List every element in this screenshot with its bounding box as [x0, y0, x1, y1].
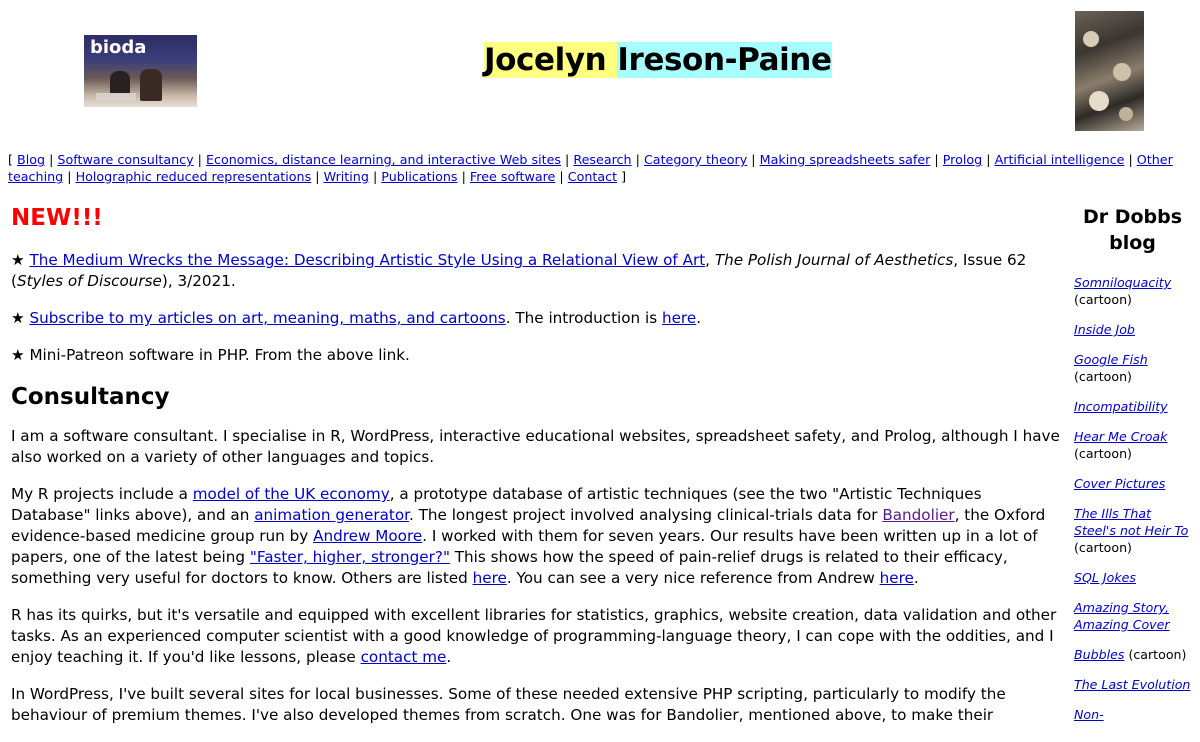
paragraph-text: . You can see a very nice reference from Andrew — [506, 569, 880, 587]
news-item — [11, 345, 1061, 366]
introduction-link[interactable]: here — [661, 309, 697, 327]
nav-link-free-software[interactable]: Free software — [469, 169, 556, 184]
papers-list-link[interactable]: here — [472, 569, 507, 587]
main-content — [11, 202, 1061, 742]
nav-link-hrr[interactable]: Holographic reduced representations — [75, 169, 312, 184]
blog-post-link[interactable]: SQL Jokes — [1074, 570, 1136, 585]
sidebar-item — [1074, 676, 1195, 693]
cartoon-note: (cartoon) — [1074, 446, 1132, 461]
photo-person — [1083, 31, 1099, 47]
star-icon: ★ — [11, 251, 25, 269]
nav-close-bracket: ] — [621, 169, 627, 184]
animation-generator-link[interactable]: animation generator — [254, 506, 409, 524]
photo-person — [1119, 107, 1133, 121]
nav-separator: | — [49, 152, 54, 167]
sidebar-item — [1074, 351, 1195, 385]
news-text: . — [696, 309, 702, 327]
photo-table — [96, 93, 136, 103]
paragraph-text: My R projects include a — [11, 485, 193, 503]
news-text: . The introduction is — [505, 309, 662, 327]
paragraph-text: This shows how the speed of pain-relief drugs is related to their efficacy, something very useful for doctors to know. Others are listed — [11, 548, 1008, 587]
photo-person — [1089, 91, 1109, 111]
sidebar-item — [1074, 599, 1195, 633]
paragraph-text: . — [446, 648, 452, 666]
blog-post-link[interactable]: Google Fish — [1074, 352, 1148, 367]
paragraph-text: , the Oxford evidence-based medicine group run by — [11, 506, 1046, 545]
cartoon-note: (cartoon) — [1074, 369, 1132, 384]
nav-separator: | — [559, 169, 564, 184]
sidebar-dr-dobbs — [1070, 204, 1195, 736]
star-icon: ★ — [11, 346, 25, 364]
blog-post-link[interactable]: Inside Job — [1074, 322, 1135, 337]
news-text: Mini-Patreon software in PHP. From the above link. — [29, 346, 410, 364]
blog-post-link[interactable]: The Ills That Steel's not Heir To — [1074, 506, 1189, 538]
news-item — [11, 250, 1061, 292]
sidebar-item — [1074, 706, 1195, 723]
nav-link-writing[interactable]: Writing — [323, 169, 369, 184]
blog-post-link[interactable]: Bubbles — [1074, 647, 1125, 662]
nav-link-spreadsheets[interactable]: Making spreadsheets safer — [759, 152, 931, 167]
header-photo-left — [84, 35, 197, 107]
journal-name: The Polish Journal of Aesthetics — [714, 251, 954, 269]
news-text: , Issue 62 ( — [11, 251, 1027, 290]
header-photo-right — [1075, 11, 1144, 131]
nav-link-publications[interactable]: Publications — [381, 169, 458, 184]
blog-post-link[interactable]: Non- — [1074, 707, 1104, 722]
blog-post-link[interactable]: Hear Me Croak — [1074, 429, 1168, 444]
nav-link-software-consultancy[interactable]: Software consultancy — [57, 152, 194, 167]
site-title-last-name: Ireson-Paine — [617, 42, 832, 78]
consultancy-heading: Consultancy — [11, 384, 170, 410]
nav-separator: | — [372, 169, 378, 184]
bandolier-link[interactable]: Bandolier — [882, 506, 955, 524]
paragraph-text: . I worked with them for seven years. Our results have been written up in a lot of papers, one of the latest being — [11, 527, 1038, 566]
nav-separator: | — [934, 152, 939, 167]
article-link-medium-wrecks[interactable]: The Medium Wrecks the Message: Describing Artistic Style Using a Relational View of Art — [29, 251, 706, 269]
nav-link-prolog[interactable]: Prolog — [942, 152, 983, 167]
cartoon-note: (cartoon) — [1074, 292, 1132, 307]
nav-separator: | — [461, 169, 466, 184]
new-heading: NEW!!! — [11, 205, 103, 231]
paragraph-text: . — [913, 569, 919, 587]
blog-post-link[interactable]: Incompatibility — [1074, 399, 1168, 414]
nav-link-contact[interactable]: Contact — [567, 169, 618, 184]
journal-series: Styles of Discourse — [16, 272, 162, 290]
nav-separator: | — [197, 152, 202, 167]
site-title-first-name: Jocelyn — [484, 42, 617, 78]
paragraph: I am a software consultant. I specialise in R, WordPress, interactive educational websites, spreadsheet safety, and Prolog, although I have also worked on a variety of other languages and topics. — [11, 427, 1060, 466]
reference-link[interactable]: here — [879, 569, 914, 587]
nav-link-category-theory[interactable]: Category theory — [643, 152, 748, 167]
sidebar-item — [1074, 569, 1195, 586]
andrew-moore-link[interactable]: Andrew Moore — [313, 527, 423, 545]
nav-separator: | — [986, 152, 991, 167]
nav-open-bracket: [ — [8, 152, 13, 167]
site-title — [484, 40, 832, 80]
uk-economy-link[interactable]: model of the UK economy — [192, 485, 390, 503]
sidebar-item — [1074, 398, 1195, 415]
subscribe-link[interactable]: Subscribe to my articles on art, meaning, maths, and cartoons — [29, 309, 506, 327]
paragraph-text: , a prototype database of artistic techniques (see the two "Artistic Techniques Database" links above), and an — [11, 485, 982, 524]
site-navigation — [8, 151, 1183, 185]
nav-separator: | — [67, 169, 72, 184]
sidebar-item — [1074, 428, 1195, 462]
star-icon: ★ — [11, 309, 25, 327]
sidebar-item — [1074, 321, 1195, 338]
nav-separator: | — [635, 152, 640, 167]
paragraph-text: . The longest project involved analysing clinical-trials data for — [408, 506, 883, 524]
sidebar-item — [1074, 505, 1195, 556]
news-text: ), 3/2021. — [161, 272, 236, 290]
blog-post-link[interactable]: The Last Evolution — [1074, 677, 1191, 692]
nav-link-other-teaching[interactable]: Other teaching — [8, 152, 1173, 184]
blog-post-link[interactable]: Amazing Story, Amazing Cover — [1074, 600, 1170, 632]
cartoon-note: (cartoon) — [1128, 647, 1187, 662]
nav-link-blog[interactable]: Blog — [17, 152, 46, 167]
blog-post-link[interactable]: Cover Pictures — [1074, 476, 1166, 491]
cartoon-note: (cartoon) — [1074, 540, 1132, 555]
blog-post-link[interactable]: Somniloquacity — [1074, 275, 1172, 290]
nav-separator: | — [315, 169, 320, 184]
sidebar-item — [1074, 646, 1195, 663]
paragraph-text: R has its quirks, but it's versatile and equipped with excellent libraries for statistics, graphics, website creation, data validation and other tasks. As an experienced computer scientist with a good knowledge of programming-language theory, I can cope with the oddities, and I enjoy teaching it. If you'd like lessons, please — [11, 606, 1057, 666]
nav-separator: | — [1128, 152, 1133, 167]
nav-separator: | — [751, 152, 756, 167]
nav-separator: | — [565, 152, 570, 167]
photo-person — [1113, 63, 1131, 81]
contact-me-link[interactable]: contact me — [360, 648, 447, 666]
paragraph — [11, 484, 1061, 589]
photo-figure — [140, 69, 162, 101]
nav-link-ai[interactable]: Artificial intelligence — [994, 152, 1125, 167]
sidebar-item — [1074, 475, 1195, 492]
faster-higher-stronger-link[interactable]: "Faster, higher, stronger?" — [249, 548, 450, 566]
news-text: , — [705, 251, 715, 269]
sidebar-title: Dr Dobbs blog — [1082, 206, 1183, 254]
paragraph: In WordPress, I've built several sites for local businesses. Some of these needed extensive PHP scripting, particularly to modify the behaviour of premium themes. I've also developed themes from scratch. One was for Bandolier, mentioned above, to make their — [11, 685, 1006, 724]
paragraph — [11, 605, 1061, 668]
photo-logo-text: bioda — [90, 37, 147, 58]
nav-link-research[interactable]: Research — [573, 152, 632, 167]
nav-link-economics[interactable]: Economics, distance learning, and interactive Web sites — [206, 152, 561, 167]
sidebar-item — [1074, 274, 1195, 308]
news-item — [11, 308, 1061, 329]
